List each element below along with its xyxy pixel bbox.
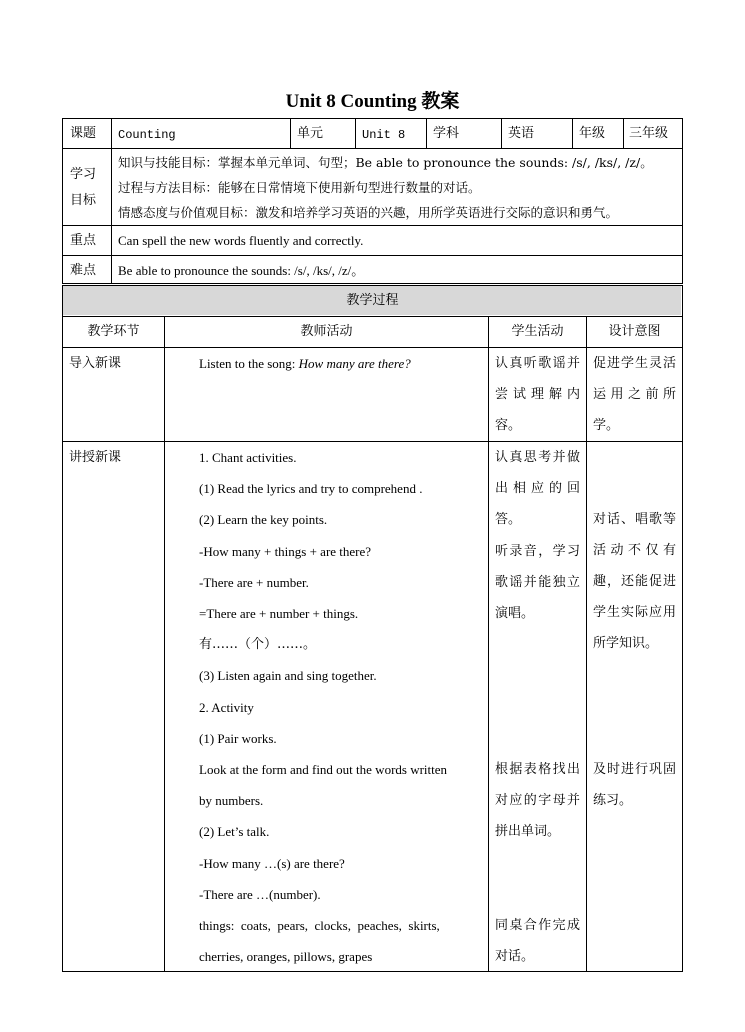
objective-emotion: 情感态度与价值观目标：激发和培养学习英语的兴趣，用所学英语进行交际的意识和勇气。 [118,205,619,220]
intro-stage: 导入新课 [69,356,122,371]
objectives-label-2: 目标 [70,193,97,208]
key-point-label: 重点 [70,233,97,248]
new-design-a: 对话、唱歌等活动不仅有趣，还能促进学生实际应用所学知识。 [593,512,676,651]
subject-value: 英语 [508,126,535,141]
new-student-a: 认真思考并做出相应的回答。 [495,450,580,527]
topic-value: Counting [118,128,176,142]
teacher-line: (1) Pair works. [199,731,277,746]
teacher-line: (2) Learn the key points. [199,512,328,527]
difficulty-value: Be able to pronounce the sounds: /s/, /ks/, /z/。 [118,263,365,278]
teacher-line: things: coats, pears, clocks, peaches, skirts, [199,918,440,933]
teacher-line: Look at the form and find out the words written [199,762,448,777]
objective-knowledge: 知识与技能目标：掌握本单元单词、句型；Be able to pronounce the sounds: /s/, /ks/, /z/。 [118,155,653,170]
teacher-line: (1) Read the lyrics and try to comprehend . [199,481,423,496]
subject-label: 学科 [433,126,460,141]
teacher-line: 有……（个）……。 [199,637,317,652]
column-header-design: 设计意图 [608,324,661,339]
teacher-line: 1. Chant activities. [199,450,297,465]
teacher-line: -How many …(s) are there? [199,856,345,871]
column-header-teacher: 教师活动 [300,324,353,339]
teacher-line: -How many + things + are there? [199,544,372,559]
teacher-line: cherries, oranges, pillows, grapes [199,949,373,964]
intro-teacher: Listen to the song: How many are there? [199,356,411,371]
teacher-line: -There are …(number). [199,887,321,902]
new-student-d: 同桌合作完成对话。 [495,918,580,964]
objectives-label-1: 学习 [70,167,97,182]
teacher-line: -There are + number. [199,575,309,590]
teacher-line: =There are + number + things. [199,606,359,621]
process-heading: 教学过程 [346,293,399,308]
new-student-b: 听录音，学习歌谣并能独立演唱。 [495,544,580,621]
intro-design: 促进学生灵活运用之前所学。 [593,356,676,433]
unit-value: Unit 8 [362,128,406,142]
teacher-line: by numbers. [199,793,264,808]
objective-process: 过程与方法目标：能够在日常情境下使用新句型进行数量的对话。 [118,180,481,195]
new-design-b: 及时进行巩固练习。 [593,762,676,808]
new-stage: 讲授新课 [69,450,122,465]
grade-label: 年级 [579,126,606,141]
difficulty-label: 难点 [70,263,97,278]
column-header-stage: 教学环节 [87,324,140,339]
page-title: Unit 8 Counting 教案 [285,91,460,112]
unit-label: 单元 [297,126,324,141]
teacher-line: (2) Let’s talk. [199,824,270,839]
new-student-c: 根据表格找出对应的字母并拼出单词。 [495,762,580,839]
column-header-student: 学生活动 [511,324,564,339]
intro-student: 认真听歌谣并尝试理解内容。 [495,356,580,433]
topic-label: 课题 [70,126,97,141]
grade-value: 三年级 [629,126,669,141]
key-point-value: Can spell the new words fluently and correctly. [118,233,364,248]
teacher-line: 2. Activity [199,700,254,715]
teacher-line: (3) Listen again and sing together. [199,668,377,683]
